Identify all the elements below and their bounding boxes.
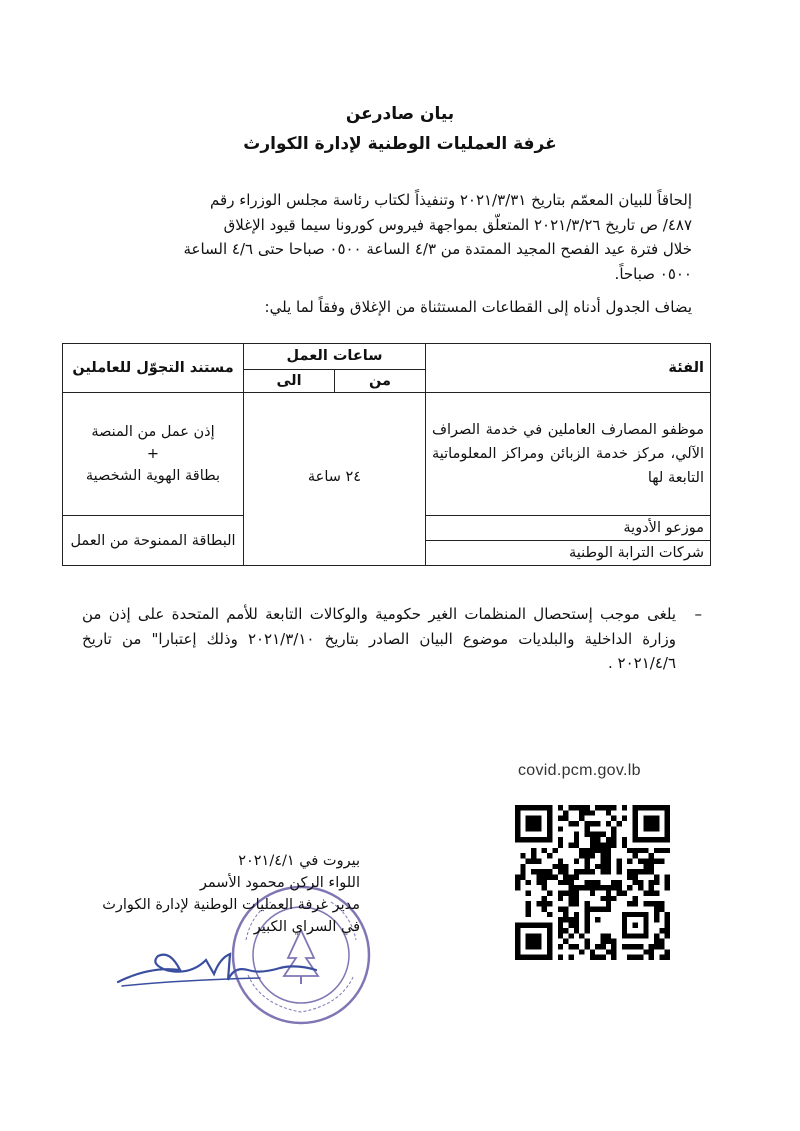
row1-hours: ٢٤ ساعة [244,393,426,566]
table-row [63,393,711,516]
body-paragraph [82,188,692,286]
doc-plus-sign: + [146,446,160,462]
statement-heading: بيان صادرعن [345,104,455,124]
signature-title: مدير غرفة العمليات الوطنية لإدارة الكوارث [102,897,360,913]
body-line-3: خلال فترة عيد الفصح المجيد الممتدة من ٤/٣ الساعة ٠٥٠٠ صباحا حتى ٤/٦ الساعة [183,240,692,258]
bullet-text: يلغى موجب إستحصال المنظمات الغير حكومية والوكالات التابعة للأمم المتحدة على إذن من وزارة الداخلية والبلديات موضوع البيان الصادر بتاريخ ٢٠٢١/٣/١٠ وذلك إعتبارا" من تاريخ ٢٠٢١/٤/٦ . [82,605,676,672]
row2-document: البطاقة الممنوحة من العمل [63,516,244,566]
row2-category: موزعو الأدوية [426,516,711,541]
doc-id-card: بطاقة الهوية الشخصية [85,468,221,484]
issuer-heading: غرفة العمليات الوطنية لإدارة الكوارث [243,134,557,154]
header-hours: ساعات العمل [244,344,426,370]
signature-location: في السراي الكبير [253,919,360,935]
bullet-dash: – [694,605,702,623]
exemptions-table [62,343,711,566]
body-line-2: ٤٨٧/ ص تاريخ ٢٠٢١/٣/٢٦ المتعلّق بمواجهة فيروس كورونا سيما قيود الإغلاق [223,215,692,234]
header-document: مستند التجوّل للعاملين [63,344,244,393]
row1-document [63,393,244,516]
doc-platform-permit: إذن عمل من المنصة [91,424,215,440]
body-line-4: ٠٥٠٠ صباحاً. [614,264,692,283]
row1-category: موظفو المصارف العاملين في خدمة الصراف الآلي، مركز خدمة الزبائن ومراكز المعلوماتية التابعة لها [426,393,711,516]
body-line-1: إلحاقاً للبيان المعمّم بتاريخ ٢٠٢١/٣/٣١ وتنفيذاً لكتاب رئاسة مجلس الوزراء رقم [210,191,692,209]
row3-category: شركات الترابة الوطنية [426,541,711,566]
table-header-row [63,344,711,370]
signature-block [60,850,360,938]
header-from: من [335,369,426,392]
bullet-note [82,602,702,676]
qr-url: covid.pcm.gov.lb [518,762,641,779]
handwritten-signature-icon [110,930,330,1000]
signature-name: اللواء الركن محمود الأسمر [199,875,360,891]
qr-code-icon [515,805,670,960]
table-intro: يضاف الجدول أدناه إلى القطاعات المستثناة من الإغلاق وفقاً لما يلي: [264,298,692,316]
signature-place-date: بيروت في ٢٠٢١/٤/١ [238,853,360,869]
header-to: الى [244,369,335,392]
header-category: الفئة [426,344,711,393]
